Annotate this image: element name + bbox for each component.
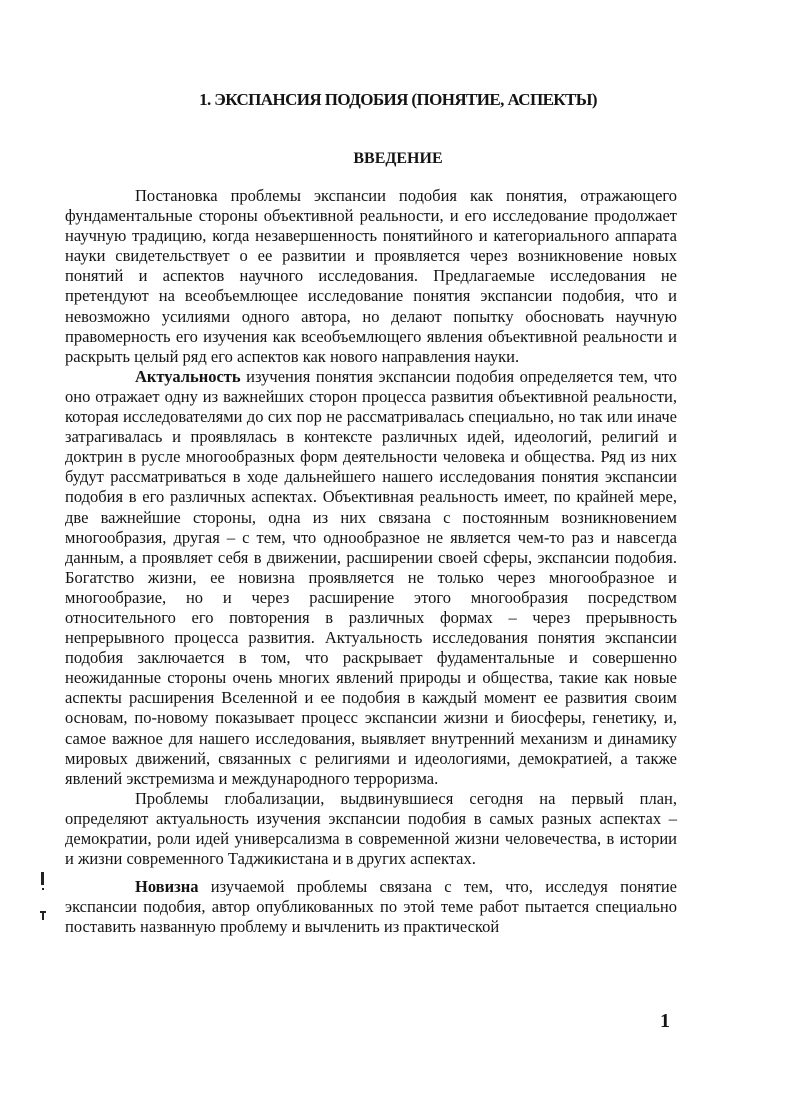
body-text xyxy=(65,186,677,937)
paragraph-novelty: Новизна изучаемой проблемы связана с тем, что, исследуя понятие экспансии подобия, автор опубликованных по этой теме работ пытается специально поставить названную проблему и вычленить из практической xyxy=(65,877,677,937)
paragraph-relevance: Актуальность изучения понятия экспансии подобия определяется тем, что оно отражает одну из важнейших сторон процесса развития объективной реальности, которая исследователями до сих пор не рассматривалась специально, но так или иначе затрагивалась и проявлялась в контексте различных идей, идеологий, религий и доктрин в русле многообразных форм деятельности человека и общества. Ряд из них будут рассматриваться в ходе дальнейшего нашего исследования понятия экспансии подобия в его различных аспектах. Объективная реальность имеет, по крайней мере, две важнейшие стороны, одна из них связана с постоянным возникновением многообразия, другая – с тем, что однообразное не является чем-то раз и навсегда данным, а проявляет себя в движении, расширении своей сферы, экспансии подобия. Богатство жизни, ее новизна проявляется не только через многообразное и многообразие, но и через расширение этого многообразия посредством относительного его повторения в различных формах – через прерывность непрерывного процесса развития. Актуальность исследования понятия экспансии подобия заключается в том, что раскрывает фудаментальные и совершенно неожиданные стороны очень многих явлений природы и общества, такие как новые аспекты расширения Вселенной и ее подобия в каждый момент ее развития своим основам, по-новому показывает процесс экспансии жизни и биосферы, генетику, и, самое важное для нашего исследования, выявляет внутренний механизм и динамику мировых движений, связанных с религиями и идеологиями, демократией, а также явлений экстремизма и международного терроризма. xyxy=(65,366,677,788)
paragraph-intro: Постановка проблемы экспансии подобия как понятия, отражающего фундаментальные стороны объективной реальности, и его исследование продолжает научную традицию, когда незавершенность понятийного и категориального аппарата науки свидетельствует о ее развитии и проявляется через возникновение новых понятий и аспектов научного исследования. Предлагаемые исследования не претендуют на всеобъемлющее исследование понятия экспансии подобия, что и невозможно усилиями одного автора, но делают попытку обосновать научную правомерность его изучения как всеобъемлющего явления объективной реальности и раскрыть целый ряд его аспектов как нового направления науки. xyxy=(65,186,677,366)
chapter-title: 1. ЭКСПАНСИЯ ПОДОБИЯ (ПОНЯТИЕ, АСПЕКТЫ) xyxy=(199,90,597,109)
scan-mark xyxy=(42,913,44,920)
relevance-lead: Актуальность xyxy=(135,366,241,386)
section-heading: ВВЕДЕНИЕ xyxy=(353,150,443,167)
page-number: 1 xyxy=(660,1010,670,1032)
scan-mark xyxy=(41,872,44,885)
novelty-lead: Новизна xyxy=(135,877,199,897)
scan-mark xyxy=(42,888,44,890)
paragraph-globalization: Проблемы глобализации, выдвинувшиеся сегодня на первый план, определяют актуальность изучения экспансии подобия в самых разных аспектах – демократии, роли идей универсализма в современной жизни человечества, в истории и жизни современного Таджикистана и в других аспектах. xyxy=(65,788,677,869)
